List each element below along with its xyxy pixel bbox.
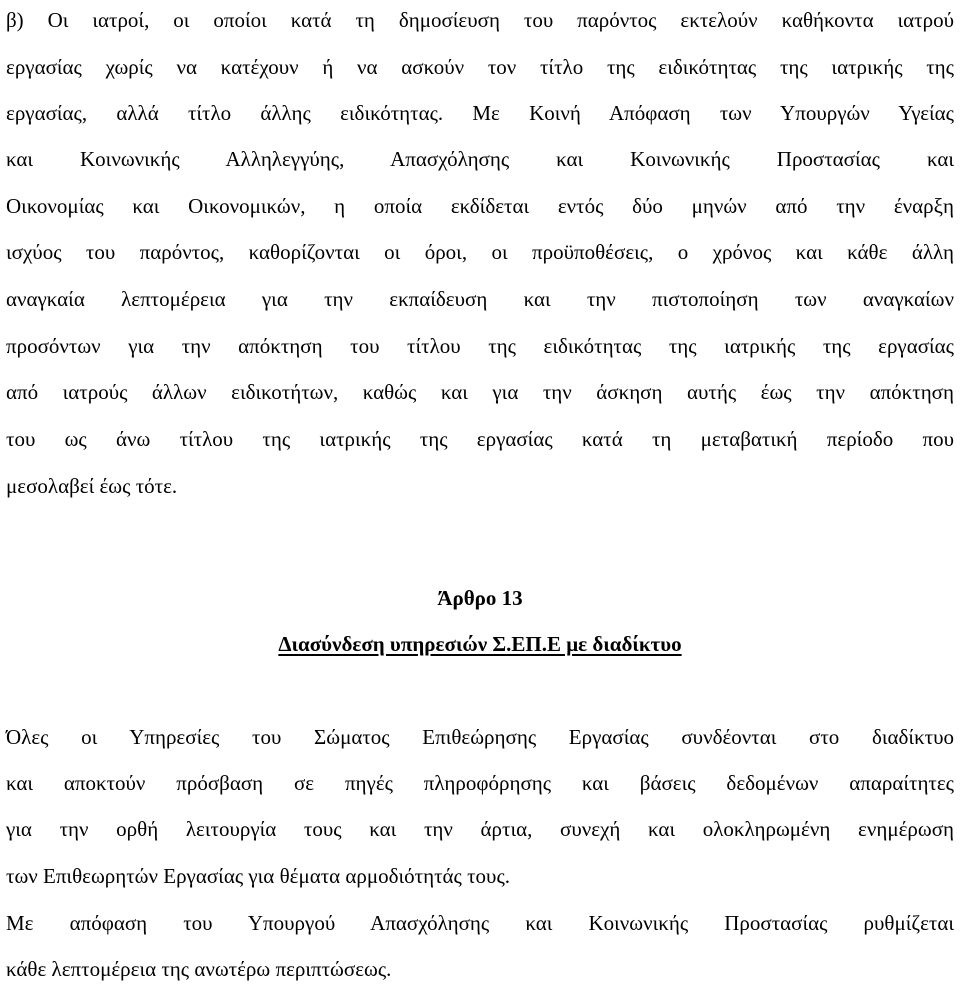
- article-number: Άρθρο 13: [437, 586, 523, 610]
- paragraph-3-line-1: Με απόφαση του Υπουργού Απασχόλησης και Κοινωνικής Προστασίας ρυθμίζεται: [6, 911, 954, 935]
- paragraph-1-line-9: από ιατρούς άλλων ειδικοτήτων, καθώς και για την άσκηση αυτής έως την απόκτηση: [6, 380, 954, 404]
- paragraph-1-line-10: του ως άνω τίτλου της ιατρικής της εργασίας κατά τη μεταβατική περίοδο που: [6, 427, 954, 451]
- paragraph-3-line-2: κάθε λεπτομέρεια της ανωτέρω περιπτώσεως.: [6, 957, 392, 981]
- paragraph-1-line-5: Οικονομίας και Οικονομικών, η οποία εκδίδεται εντός δύο μηνών από την έναρξη: [6, 194, 954, 218]
- paragraph-1-line-6: ισχύος του παρόντος, καθορίζονται οι όροι, οι προϋποθέσεις, ο χρόνος και κάθε άλλη: [6, 240, 954, 264]
- paragraph-1-line-11: μεσολαβεί έως τότε.: [6, 474, 178, 498]
- paragraph-1-line-7: αναγκαία λεπτομέρεια για την εκπαίδευση και την πιστοποίηση των αναγκαίων: [6, 287, 954, 311]
- paragraph-1-line-2: εργασίας χωρίς να κατέχουν ή να ασκούν τον τίτλο της ειδικότητας της ιατρικής της: [6, 55, 954, 79]
- paragraph-2-line-1: Όλες οι Υπηρεσίες του Σώματος Επιθεώρησης Εργασίας συνδέονται στο διαδίκτυο: [6, 725, 954, 749]
- paragraph-2-line-4: των Επιθεωρητών Εργασίας για θέματα αρμοδιότητάς τους.: [6, 864, 511, 888]
- paragraph-2-line-3: για την ορθή λειτουργία τους και την άρτια, συνεχή και ολοκληρωμένη ενημέρωση: [6, 817, 954, 841]
- article-title-wrapper: [0, 629, 960, 659]
- paragraph-1-line-4: και Κοινωνικής Αλληλεγγύης, Απασχόλησης και Κοινωνικής Προστασίας και: [6, 147, 954, 171]
- paragraph-1-line-3: εργασίας, αλλά τίτλο άλλης ειδικότητας. Με Κοινή Απόφαση των Υπουργών Υγείας: [6, 101, 954, 125]
- paragraph-1-line-1: β) Οι ιατροί, οι οποίοι κατά τη δημοσίευση του παρόντος εκτελούν καθήκοντα ιατρού: [6, 8, 954, 32]
- paragraph-1-line-8: προσόντων για την απόκτηση του τίτλου της ειδικότητας της ιατρικής της εργασίας: [6, 334, 954, 358]
- paragraph-2-line-2: και αποκτούν πρόσβαση σε πηγές πληροφόρησης και βάσεις δεδομένων απαραίτητες: [6, 771, 954, 795]
- article-title: Διασύνδεση υπηρεσιών Σ.ΕΠ.Ε με διαδίκτυο: [278, 632, 682, 656]
